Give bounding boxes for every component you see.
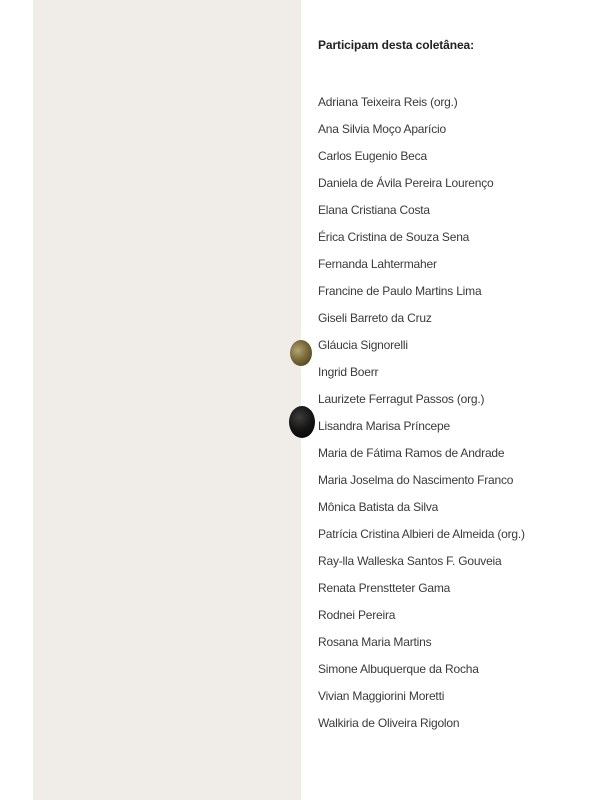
participant-name: Rosana Maria Martins <box>318 635 432 649</box>
participant-name: Érica Cristina de Souza Sena <box>318 230 470 244</box>
participants-heading: Participam desta coletânea: <box>318 38 475 52</box>
participant-name: Patrícia Cristina Albieri de Almeida (org.) <box>318 527 525 541</box>
participant-name: Adriana Teixeira Reis (org.) <box>318 95 458 109</box>
participant-name: Carlos Eugenio Beca <box>318 149 427 163</box>
participant-name: Gláucia Signorelli <box>318 338 408 352</box>
participant-name: Mônica Batista da Silva <box>318 500 439 514</box>
participant-name: Fernanda Lahtermaher <box>318 257 437 271</box>
participant-name: Maria de Fátima Ramos de Andrade <box>318 446 505 460</box>
participant-name: Walkiria de Oliveira Rigolon <box>318 716 460 730</box>
participant-name: Elana Cristiana Costa <box>318 203 430 217</box>
participants-list <box>318 89 525 737</box>
participant-name: Laurizete Ferragut Passos (org.) <box>318 392 485 406</box>
participant-name: Giseli Barreto da Cruz <box>318 311 432 325</box>
participant-name: Renata Prenstteter Gama <box>318 581 451 595</box>
participant-name: Maria Joselma do Nascimento Franco <box>318 473 514 487</box>
participant-name: Vivian Maggiorini Moretti <box>318 689 445 703</box>
dark-sphere-decoration <box>289 406 315 438</box>
participant-name: Ray-lla Walleska Santos F. Gouveia <box>318 554 502 568</box>
participant-name: Lisandra Marisa Príncepe <box>318 419 450 433</box>
participant-name: Francine de Paulo Martins Lima <box>318 284 482 298</box>
participant-name: Simone Albuquerque da Rocha <box>318 662 479 676</box>
olive-sphere-decoration <box>290 340 312 366</box>
participant-name: Rodnei Pereira <box>318 608 396 622</box>
participant-name: Ingrid Boerr <box>318 365 379 379</box>
left-panel <box>33 0 301 800</box>
participant-name: Daniela de Ávila Pereira Lourenço <box>318 176 494 190</box>
participant-name: Ana Silvia Moço Aparício <box>318 122 446 136</box>
